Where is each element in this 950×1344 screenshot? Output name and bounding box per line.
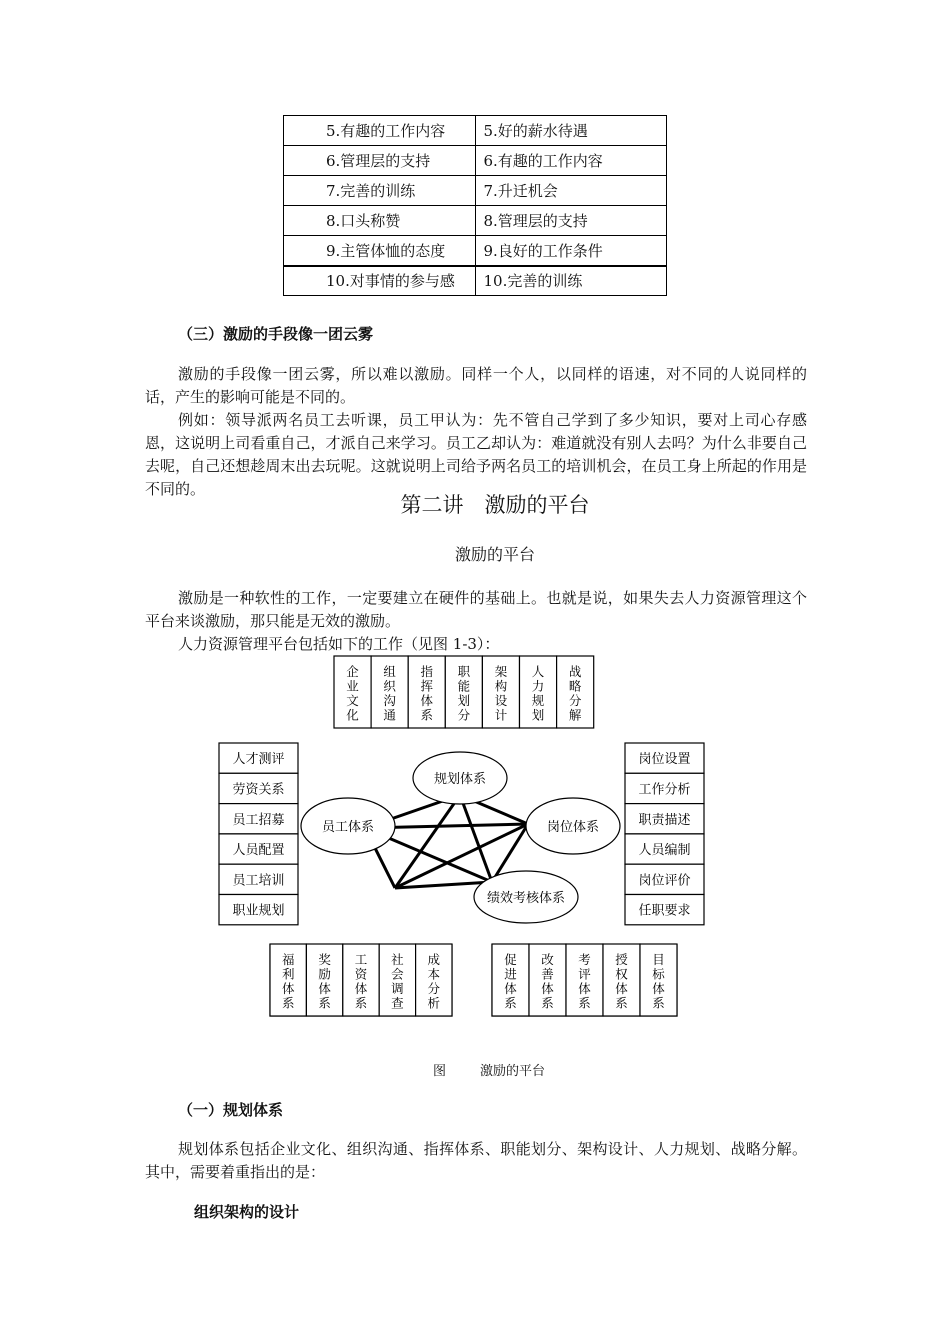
body-paragraph: 规划体系包括企业文化、组织沟通、指挥体系、职能划分、架构设计、人力规划、战略分解。其中，需要着重指出的是： — [145, 1140, 807, 1181]
left-box-label: 职业规划 — [232, 903, 285, 919]
left-box-label: 员工培训 — [232, 873, 285, 889]
body-paragraph: 例如：领导派两名员工去听课，员工甲认为：先不管自己学到了多少知识，要对上司心存感恩，这说明上司看重自己，才派自己来学习。员工乙却认为：难道就没有别人去吗？为什么非要自己去呢，自己还想趁周末出去玩呢。这就说明上司给予两名员工的培训机会，在员工身上所起的作用是不同的。 — [145, 411, 807, 498]
bottom-right-box-label: 授权体系 — [615, 952, 628, 1011]
bottom-left-box-label: 成本分析 — [427, 952, 441, 1011]
top-box-label: 战略分解 — [568, 664, 582, 723]
table-cell: 7.完善的训练 — [284, 176, 476, 206]
section-heading: （三）激励的手段像一团云雾 — [178, 325, 374, 343]
left-box-label: 人员配置 — [232, 843, 285, 859]
left-box-label: 人才测评 — [232, 752, 285, 768]
lecture-subtitle: 激励的平台 — [454, 545, 535, 564]
table-cell: 10.对事情的参与感 — [284, 266, 476, 296]
position-node-label: 岗位体系 — [546, 820, 600, 835]
table-cell: 6.管理层的支持 — [284, 146, 476, 176]
bottom-left-box-label: 工资体系 — [354, 952, 368, 1011]
top-box-label: 职能划分 — [457, 664, 471, 723]
table-cell: 9.良好的工作条件 — [475, 236, 667, 266]
right-box-label: 人员编制 — [638, 843, 691, 859]
right-box-label: 任职要求 — [638, 903, 691, 919]
lecture-title: 第二讲 激励的平台 — [400, 493, 590, 517]
planning-node-label: 规划体系 — [433, 772, 487, 787]
right-box-label: 岗位设置 — [638, 752, 691, 768]
body-paragraph: 激励的手段像一团云雾，所以难以激励。同样一个人，以同样的语速，对不同的人说同样的话，产生的影响可能是不同的。 — [145, 365, 807, 406]
top-box-label: 组织沟通 — [383, 664, 396, 723]
right-box-label: 岗位评价 — [638, 873, 691, 889]
body-paragraph: 人力资源管理平台包括如下的工作（见图 1-3）： — [178, 635, 500, 653]
table-cell: 8.管理层的支持 — [475, 206, 667, 236]
bottom-left-box-label: 奖励体系 — [318, 952, 331, 1011]
table-cell: 5.有趣的工作内容 — [284, 116, 476, 146]
figure-caption: 激励的平台 — [480, 1064, 546, 1079]
table-cell: 5.好的薪水待遇 — [475, 116, 667, 146]
top-box-label: 架构设计 — [494, 664, 508, 723]
table-cell: 6.有趣的工作内容 — [475, 146, 667, 176]
table-cell: 10.完善的训练 — [475, 266, 667, 296]
connector-line — [395, 795, 460, 888]
sub-heading: 组织架构的设计 — [194, 1203, 300, 1221]
performance-node-label: 绩效考核体系 — [486, 891, 566, 906]
top-box-label: 人力规划 — [531, 664, 545, 723]
left-box-label: 劳资关系 — [232, 782, 285, 798]
bottom-right-box-label: 改善体系 — [541, 952, 554, 1011]
section-heading: （一）规划体系 — [178, 1101, 284, 1119]
right-box-label: 职责描述 — [638, 812, 691, 828]
top-box-label: 指挥体系 — [420, 664, 434, 723]
bottom-right-box-label: 促进体系 — [504, 952, 517, 1011]
table-cell: 7.升迁机会 — [475, 176, 667, 206]
right-box-label: 工作分析 — [638, 782, 691, 798]
body-paragraph: 激励是一种软性的工作，一定要建立在硬件的基础上。也就是说，如果失去人力资源管理这个平台来谈激励，那只能是无效的激励。 — [145, 589, 807, 630]
employee-node-label: 员工体系 — [321, 820, 375, 835]
top-box-label: 企业文化 — [346, 664, 359, 723]
table-cell: 9.主管体恤的态度 — [284, 236, 476, 266]
bottom-right-box-label: 目标体系 — [652, 952, 665, 1011]
bottom-left-box-label: 社会调查 — [391, 952, 404, 1011]
left-box-label: 员工招募 — [232, 812, 285, 828]
table-cell: 8.口头称赞 — [284, 206, 476, 236]
figure-caption-label: 图 — [433, 1064, 447, 1079]
bottom-left-box-label: 福利体系 — [281, 952, 295, 1011]
bottom-right-box-label: 考评体系 — [578, 952, 591, 1011]
